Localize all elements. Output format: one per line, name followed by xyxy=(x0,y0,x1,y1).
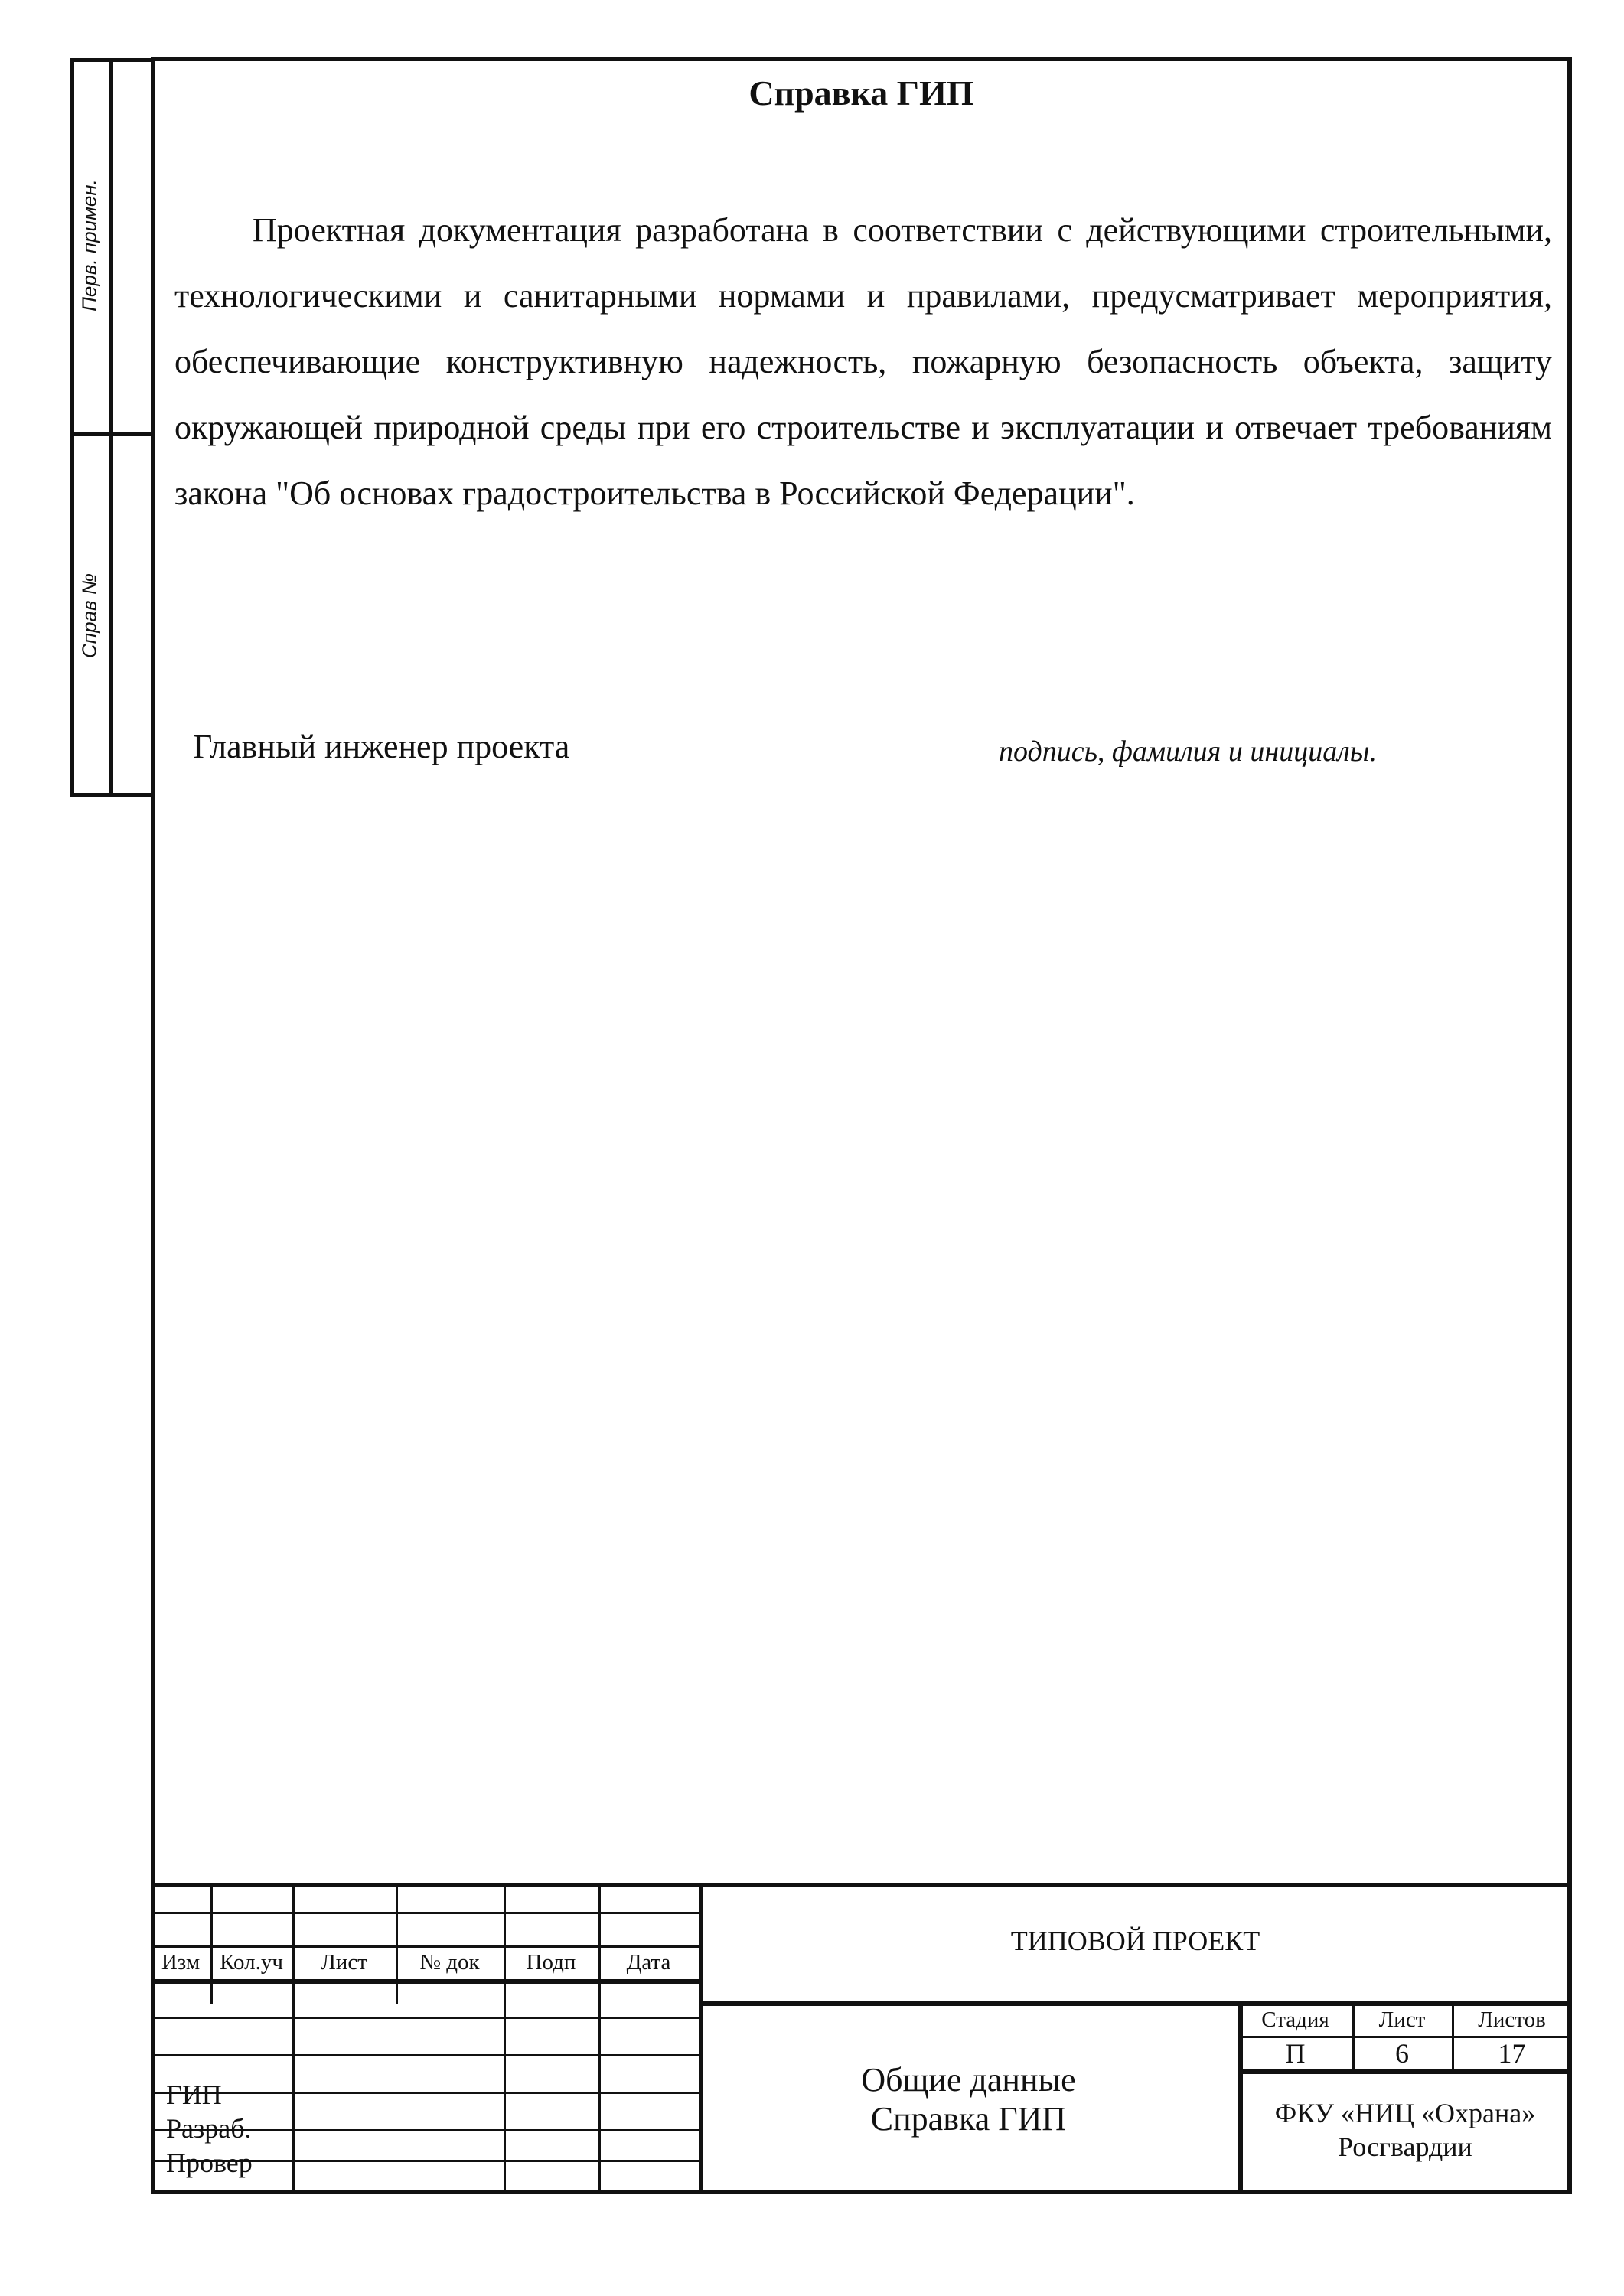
header-kol-uch: Кол.уч xyxy=(220,1950,283,1975)
perv-primen-label: Перв. примен. xyxy=(77,179,101,311)
org-line1: ФКУ «НИЦ «Охрана» xyxy=(1274,2098,1536,2128)
margin-strip xyxy=(70,58,151,796)
role-prover: Провер xyxy=(166,2148,253,2178)
sheets-label: Листов xyxy=(1478,2007,1546,2032)
title-block xyxy=(151,1883,1572,2193)
document-paragraph: Проектная документация разработана в соответствии с действующими строительными, технологическими и санитарными нормами и правилами, предусматривает мероприятия, обеспечивающие конструктивную надежность, пожарную безопасность объекта, защиту окружающей природной среды при его строительстве и эксплуатации и отвечает требованиям закона "Об основах градостроительства в Российской Федерации". xyxy=(174,211,1552,512)
project-title: ТИПОВОЙ ПРОЕКТ xyxy=(1010,1926,1260,1956)
sheets-value: 17 xyxy=(1498,2038,1526,2069)
signer-hint: подпись, фамилия и инициалы. xyxy=(999,735,1377,768)
header-podp: Подп xyxy=(526,1950,576,1975)
doc-name-line2: Справка ГИП xyxy=(870,2100,1067,2138)
role-gip: ГИП xyxy=(166,2079,222,2110)
stage-label: Стадия xyxy=(1261,2007,1329,2032)
signer-label: Главный инженер проекта xyxy=(193,728,570,765)
sprav-no-label: Справ № xyxy=(77,573,101,658)
header-no-dok: № док xyxy=(419,1950,480,1975)
document-title: Справка ГИП xyxy=(748,73,974,113)
role-razrab: Разраб. xyxy=(166,2113,252,2144)
sheet-label: Лист xyxy=(1378,2007,1426,2032)
sheet-value: 6 xyxy=(1395,2038,1409,2069)
header-data: Дата xyxy=(626,1950,671,1975)
org-line2: Росгвардии xyxy=(1338,2131,1472,2162)
doc-name-line1: Общие данные xyxy=(861,2061,1076,2099)
header-list: Лист xyxy=(321,1950,367,1975)
header-izm: Изм xyxy=(161,1950,201,1975)
stage-value: П xyxy=(1285,2038,1306,2069)
